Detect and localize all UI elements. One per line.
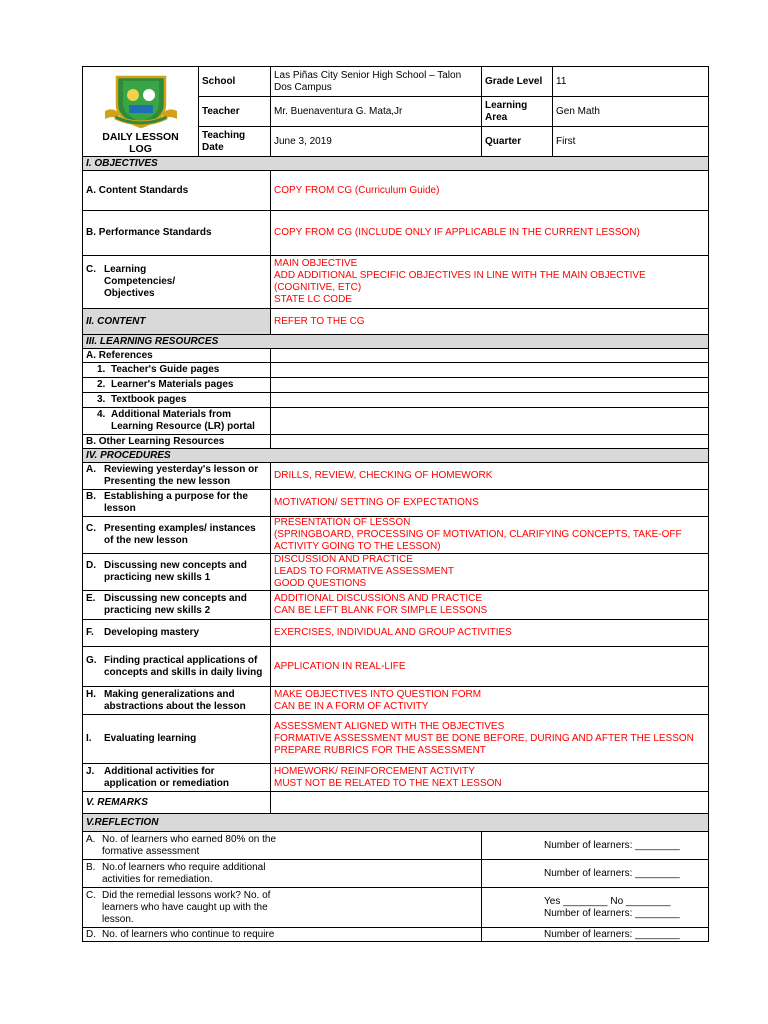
procedure-text: Developing mastery [104, 627, 200, 638]
procedure-letter: C. [86, 523, 96, 534]
reflection-answer-line: Number of learners: ________ [544, 907, 680, 919]
teacher-label: Teacher [199, 97, 271, 127]
reflection-answer-line: Number of learners: ________ [544, 928, 680, 940]
reflection-heading: V.REFLECTION [83, 814, 709, 832]
resource-value [271, 408, 709, 435]
resource-item [83, 408, 271, 435]
school-label: School [199, 67, 271, 97]
reflection-question [83, 888, 482, 928]
resource-value [271, 363, 709, 378]
procedure-text: Finding practical applications of concepts and skills in daily living [104, 654, 263, 678]
resources-heading: III. LEARNING RESOURCES [83, 335, 709, 349]
remarks-label: V. REMARKS [83, 792, 271, 814]
reflection-answer-line: Yes ________ No ________ [544, 895, 671, 907]
procedure-text: Making generalizations and abstractions about the lesson [104, 688, 246, 712]
procedure-line: MOTIVATION/ SETTING OF EXPECTATIONS [274, 497, 479, 508]
procedure-label [83, 687, 271, 715]
competencies-text: Learning Competencies/ Objectives [104, 264, 176, 299]
procedure-line: APPLICATION IN REAL-LIFE [274, 660, 406, 672]
reflection-letter: A. [86, 833, 96, 845]
procedure-line: CAN BE IN A FORM OF ACTIVITY [274, 700, 429, 712]
procedure-letter: F. [86, 627, 94, 638]
procedures-heading: IV. PROCEDURES [83, 449, 709, 463]
procedure-label [83, 554, 271, 591]
competencies-value [271, 256, 709, 309]
procedure-value [271, 715, 709, 764]
procedure-text: Discussing new concepts and practicing new skills 1 [104, 560, 247, 583]
resource-num: 2. [97, 379, 106, 390]
reflection-question-text: Did the remedial lessons work? No. of learners who have caught up with the lesson. [102, 889, 271, 925]
daily-lesson-log-table [82, 66, 709, 942]
reflection-answer-line: Number of learners: ________ [544, 839, 680, 851]
procedure-label [83, 463, 271, 490]
reflection-letter: B. [86, 861, 96, 873]
procedure-value [271, 517, 709, 554]
reflection-letter: D. [86, 928, 96, 940]
procedure-value [271, 687, 709, 715]
date-label: Teaching Date [199, 127, 271, 157]
procedure-value [271, 764, 709, 792]
references-label: A. References [83, 349, 271, 363]
resource-label: Teacher's Guide pages [111, 364, 220, 375]
reflection-question [83, 860, 482, 888]
procedure-value [271, 620, 709, 647]
resource-num: 3. [97, 394, 106, 405]
procedure-letter: B. [86, 491, 96, 502]
procedure-label [83, 715, 271, 764]
school-value: Las Piñas City Senior High School – Talon Dos Campus [271, 67, 482, 97]
reflection-body [83, 832, 709, 942]
grade-label: Grade Level [482, 67, 553, 97]
competencies-letter: C. [86, 264, 96, 275]
content-value: REFER TO THE CG [271, 309, 709, 335]
resource-value [271, 378, 709, 393]
performance-standards-label: B. Performance Standards [83, 211, 271, 256]
reflection-answer [482, 832, 709, 860]
procedure-letter: J. [86, 765, 95, 777]
objectives-heading: I. OBJECTIVES [83, 157, 709, 171]
procedure-line: ASSESSMENT ALIGNED WITH THE OBJECTIVES [274, 721, 505, 732]
reflection-question [83, 832, 482, 860]
procedure-line: ADDITIONAL DISCUSSIONS AND PRACTICE [274, 593, 482, 604]
procedure-line: MAKE OBJECTIVES INTO QUESTION FORM [274, 688, 482, 700]
date-value: June 3, 2019 [271, 127, 482, 157]
procedure-line: CAN BE LEFT BLANK FOR SIMPLE LESSONS [274, 605, 488, 616]
procedure-value [271, 591, 709, 620]
area-label: Learning Area [482, 97, 553, 127]
reflection-answer [482, 860, 709, 888]
procedure-value [271, 647, 709, 687]
reflection-answer [482, 888, 709, 928]
procedure-value [271, 463, 709, 490]
resource-item [83, 393, 271, 408]
procedure-text: Additional activities for application or remediation [104, 765, 230, 789]
procedure-line: PREPARE RUBRICS FOR THE ASSESSMENT [274, 745, 486, 756]
school-logo-icon [103, 71, 179, 129]
grade-value: 11 [553, 67, 709, 97]
procedure-label [83, 620, 271, 647]
quarter-label: Quarter [482, 127, 553, 157]
procedure-letter: H. [86, 688, 96, 700]
competencies-line: ADD ADDITIONAL SPECIFIC OBJECTIVES IN LINE WITH THE MAIN OBJECTIVE (COGNITIVE, ETC) [274, 270, 646, 293]
procedure-text: Evaluating learning [104, 733, 197, 744]
procedure-label [83, 517, 271, 554]
other-resources-label: B. Other Learning Resources [83, 435, 271, 449]
procedure-letter: A. [86, 464, 96, 475]
content-heading: II. CONTENT [83, 309, 271, 335]
reflection-question-text: No. of learners who earned 80% on the formative assessment [102, 833, 276, 857]
performance-standards-value: COPY FROM CG (INCLUDE ONLY IF APPLICABLE IN THE CURRENT LESSON) [271, 211, 709, 256]
resource-num: 4. [97, 409, 106, 420]
competencies-label [83, 256, 271, 309]
procedure-line: FORMATIVE ASSESSMENT MUST BE DONE BEFORE, DURING AND AFTER THE LESSON [274, 733, 694, 744]
resource-label: Additional Materials from Learning Resource (LR) portal [111, 409, 255, 432]
reflection-letter: C. [86, 889, 96, 901]
procedure-value [271, 490, 709, 517]
resource-item [83, 378, 271, 393]
procedure-line: MUST NOT BE RELATED TO THE NEXT LESSON [274, 777, 502, 789]
reflection-answer [482, 928, 709, 942]
resource-value [271, 393, 709, 408]
logo-cell [83, 67, 199, 157]
procedure-label [83, 764, 271, 792]
procedure-line: HOMEWORK/ REINFORCEMENT ACTIVITY [274, 765, 475, 777]
procedure-text: Establishing a purpose for the lesson [104, 491, 248, 514]
content-standards-value: COPY FROM CG (Curriculum Guide) [271, 171, 709, 211]
teacher-value: Mr. Buenaventura G. Mata,Jr [271, 97, 482, 127]
procedure-text: Presenting examples/ instances of the new lesson [104, 523, 256, 546]
resource-item [83, 363, 271, 378]
resource-num: 1. [97, 364, 106, 375]
reflection-answer-line: Number of learners: ________ [544, 867, 680, 879]
procedure-line: LEADS TO FORMATIVE ASSESSMENT [274, 566, 455, 577]
references-value [271, 349, 709, 363]
procedure-label [83, 647, 271, 687]
procedure-letter: G. [86, 654, 97, 666]
procedure-letter: D. [86, 560, 96, 571]
procedures-body [83, 463, 709, 792]
procedure-text: Reviewing yesterday's lesson or Presenting the new lesson [104, 464, 259, 487]
procedure-value [271, 554, 709, 591]
content-standards-label: A. Content Standards [83, 171, 271, 211]
procedure-letter: I. [86, 733, 92, 744]
area-value: Gen Math [553, 97, 709, 127]
procedure-label [83, 490, 271, 517]
quarter-value: First [553, 127, 709, 157]
procedure-line: EXERCISES, INDIVIDUAL AND GROUP ACTIVITIES [274, 627, 512, 638]
procedure-letter: E. [86, 593, 96, 604]
resource-label: Textbook pages [111, 394, 187, 405]
procedure-text: Discussing new concepts and practicing new skills 2 [104, 593, 247, 616]
reflection-question [83, 928, 482, 942]
competencies-line: MAIN OBJECTIVE [274, 258, 358, 269]
procedure-label [83, 591, 271, 620]
procedure-line: DISCUSSION AND PRACTICE [274, 554, 413, 565]
procedure-line: (SPRINGBOARD, PROCESSING OF MOTIVATION, CLARIFYING CONCEPTS, TAKE-OFF ACTIVITY GOING TO THE LESSON) [274, 529, 682, 552]
resource-label: Learner's Materials pages [111, 379, 234, 390]
reflection-question-text: No. of learners who continue to require [102, 928, 275, 940]
procedure-line: DRILLS, REVIEW, CHECKING OF HOMEWORK [274, 470, 493, 481]
other-resources-value [271, 435, 709, 449]
competencies-line: STATE LC CODE [274, 294, 352, 305]
procedure-line: PRESENTATION OF LESSON [274, 517, 411, 528]
reflection-question-text: No.of learners who require additional activities for remediation. [102, 861, 266, 885]
remarks-value [271, 792, 709, 814]
procedure-line: GOOD QUESTIONS [274, 578, 367, 589]
dll-title: DAILY LESSON LOG [102, 131, 179, 155]
